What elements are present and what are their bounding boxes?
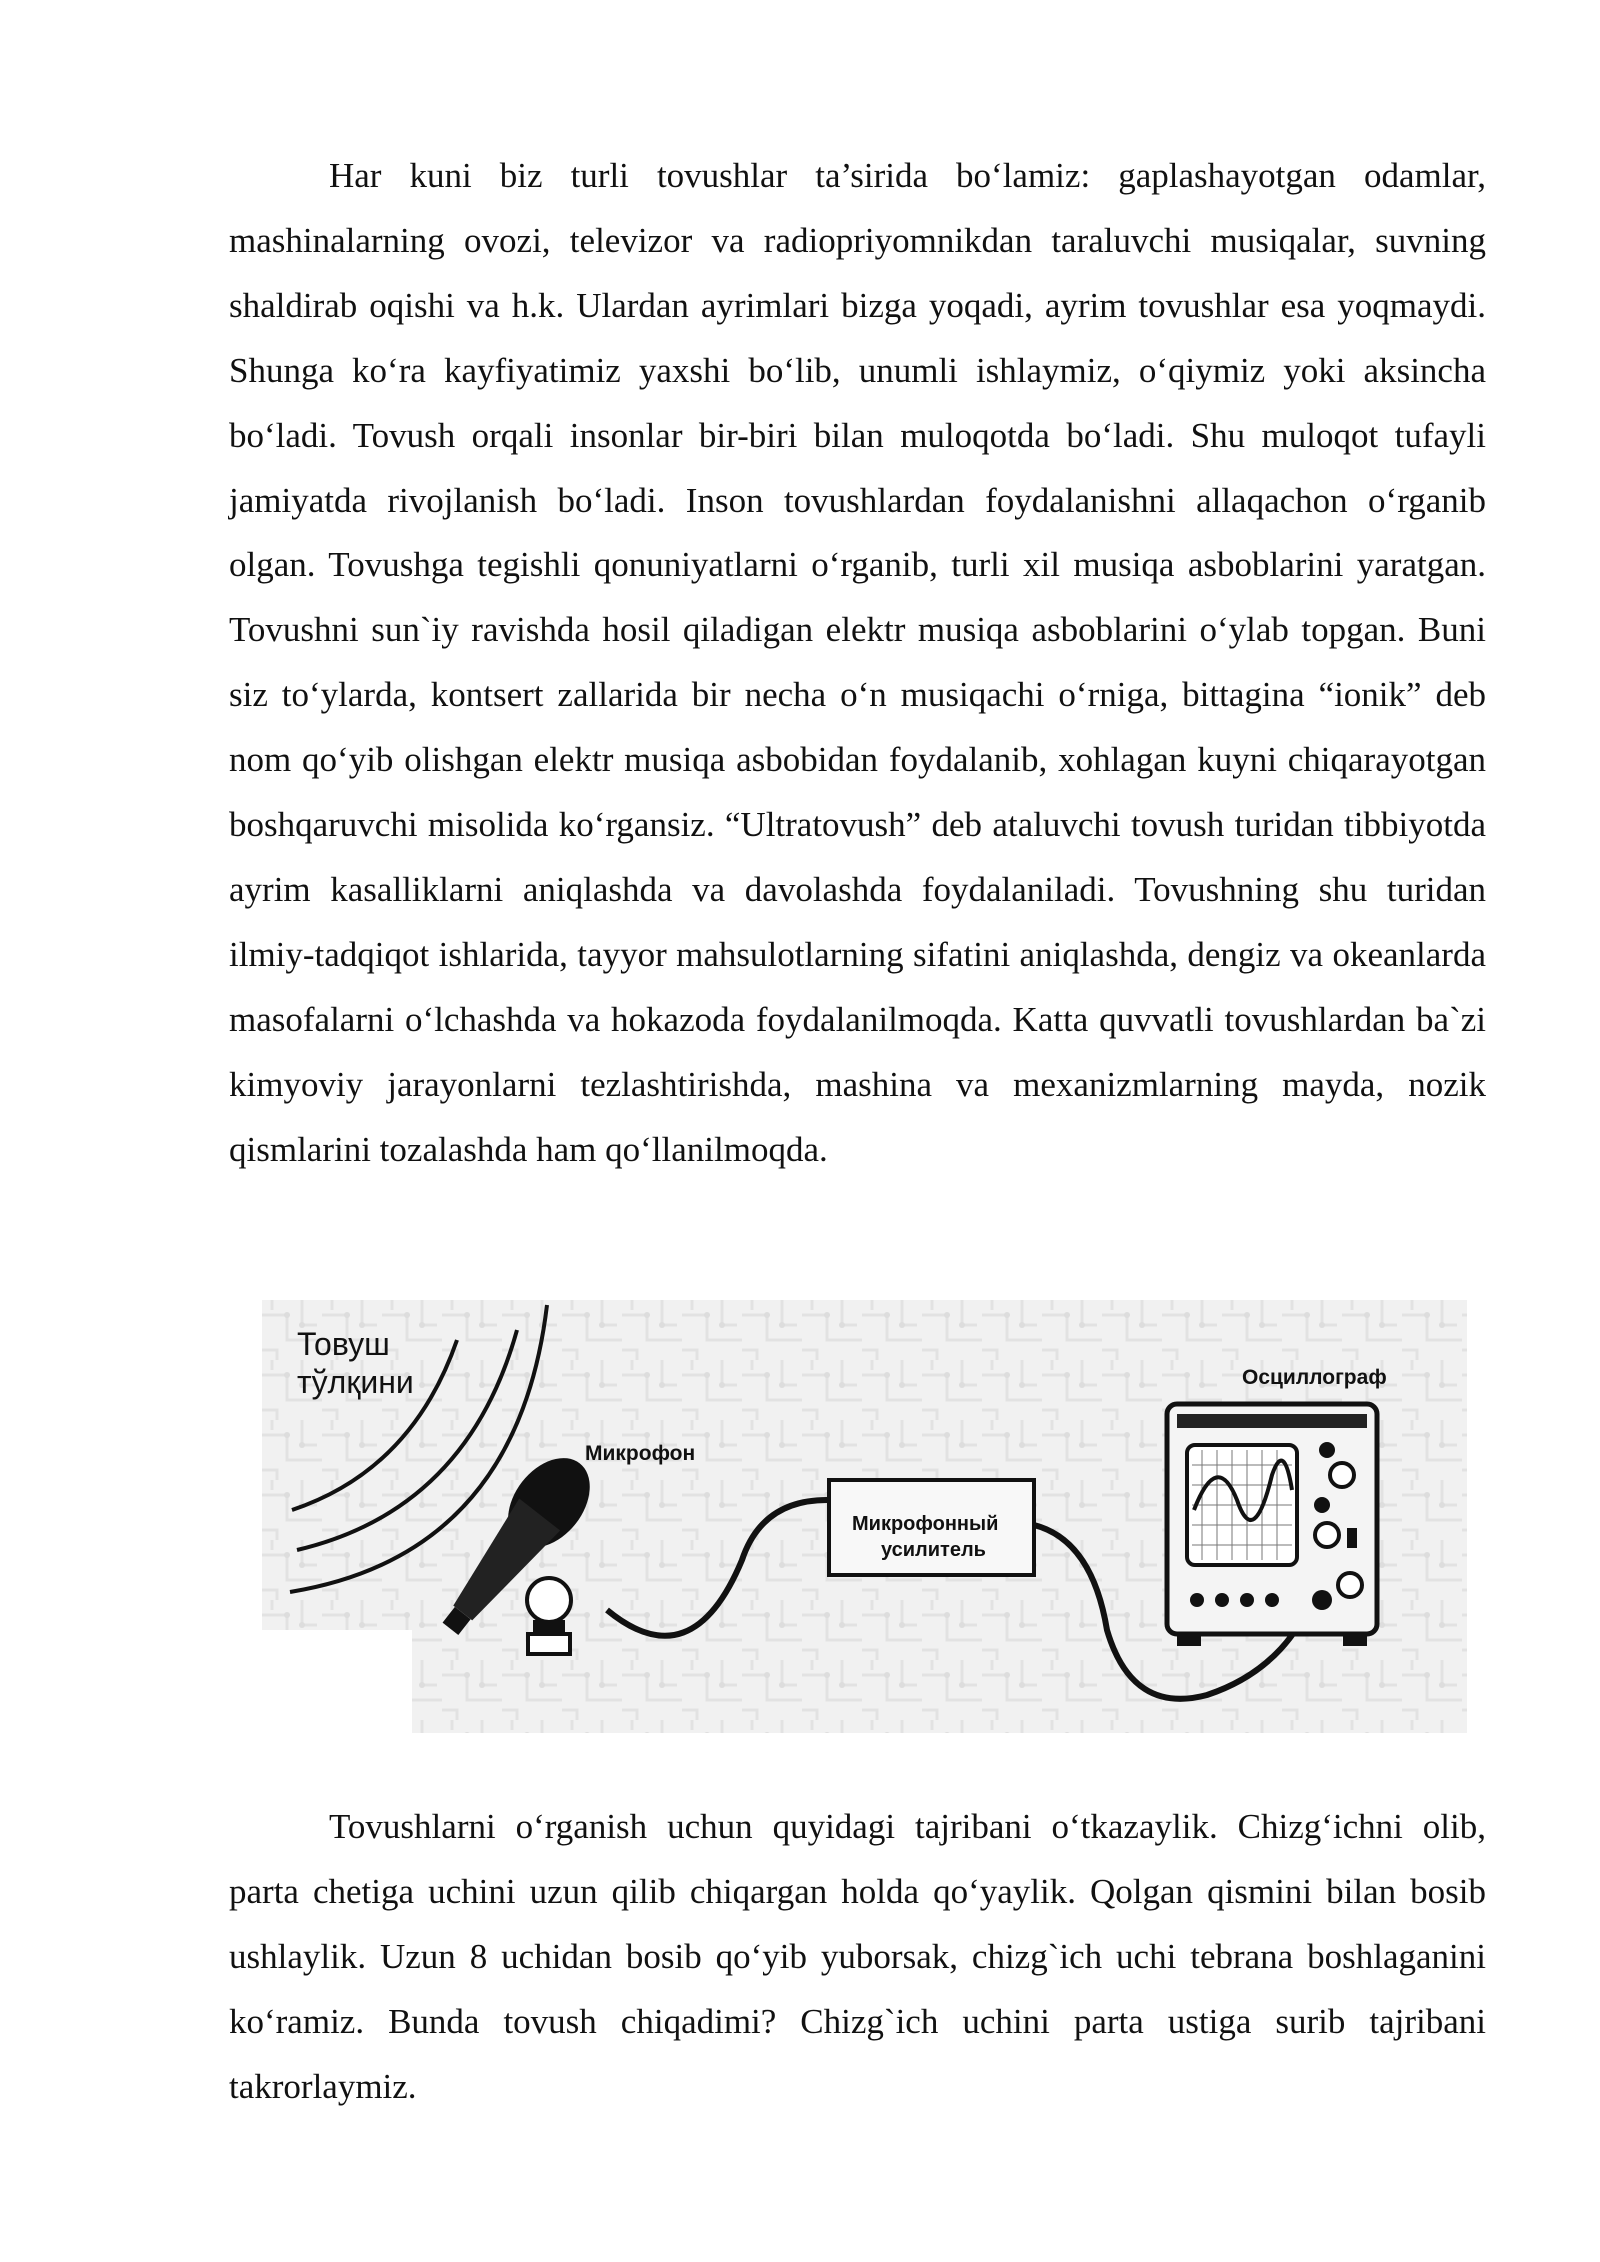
- label-amplifier-line2: усилитель: [881, 1539, 986, 1561]
- label-microphone: Микрофон: [585, 1442, 696, 1465]
- paragraph-experiment: Tovushlarni o‘rganish uchun quyidagi tajribani o‘tkazaylik. Chizg‘ichni olib, parta chetiga uchini uzun qilib chiqargan holda qo‘yaylik. Qolgan qismini bilan bosib ushlaylik. Uzun 8 uchidan bosib qo‘yib yuborsak, chizg`ich uchi tebrana boshlaganini ko‘ramiz. Bunda tovush chiqadimi? Chizg`ich uchini parta ustiga surib tajribani takrorlaymiz.: [229, 1807, 1486, 2106]
- label-sound-wave-line2: тўлқини: [297, 1364, 414, 1400]
- label-sound-wave-line1: Товуш: [297, 1326, 390, 1362]
- label-amplifier-line1: Микрофонный: [852, 1513, 999, 1535]
- label-oscillograph: Осциллограф: [1242, 1366, 1387, 1389]
- oscillograph-icon: [1167, 1404, 1377, 1646]
- sound-experiment-figure: [262, 1300, 1467, 1733]
- amplifier-box: [829, 1480, 1034, 1575]
- paragraph-intro: Har kuni biz turli tovushlar ta’sirida bo‘lamiz: gaplashayotgan odamlar, mashinalarning ovozi, televizor va radiopriyomnikdan taraluvchi musiqalar, suvning shaldirab oqishi va h.k. Ulardan ayrimlari bizga yoqadi, ayrim tovushlar esa yoqmaydi. Shunga ko‘ra kayfiyatimiz yaxshi bo‘lib, unumli ishlaymiz, o‘qiymiz yoki aksincha bo‘ladi. Tovush orqali insonlar bir-biri bilan muloqotda bo‘ladi. Shu muloqot tufayli jamiyatda rivojlanish bo‘ladi. Inson tovushlardan foydalanishni allaqachon o‘rganib olgan. Tovushga tegishli qonuniyatlarni o‘rganib, turli xil musiqa asboblarini yaratgan. Tovushni sun`iy ravishda hosil qiladigan elektr musiqa asboblarini o‘ylab topgan. Buni siz to‘ylarda, kontsert zallarida bir necha o‘n musiqachi o‘rniga, bittagina “ionik” deb nom qo‘yib olishgan elektr musiqa asbobidan foydalanib, xohlagan kuyni chiqarayotgan boshqaruvchi misolida ko‘rgansiz. “Ultratovush” deb ataluvchi tovush turidan tibbiyotda ayrim kasalliklarni aniqlashda va davolashda foydalaniladi. Tovushning shu turidan ilmiy-tadqiqot ishlarida, tayyor mahsulotlarning sifatini aniqlashda, dengiz va okeanlarda masofalarni o‘lchashda va hokazoda foydalanilmoqda. Katta quvvatli tovushlardan ba`zi kimyoviy jarayonlarni tezlashtirishda, mashina va mexanizmlarning mayda, nozik qismlarini tozalashda ham qo‘llanilmoqda.: [229, 156, 1486, 1169]
